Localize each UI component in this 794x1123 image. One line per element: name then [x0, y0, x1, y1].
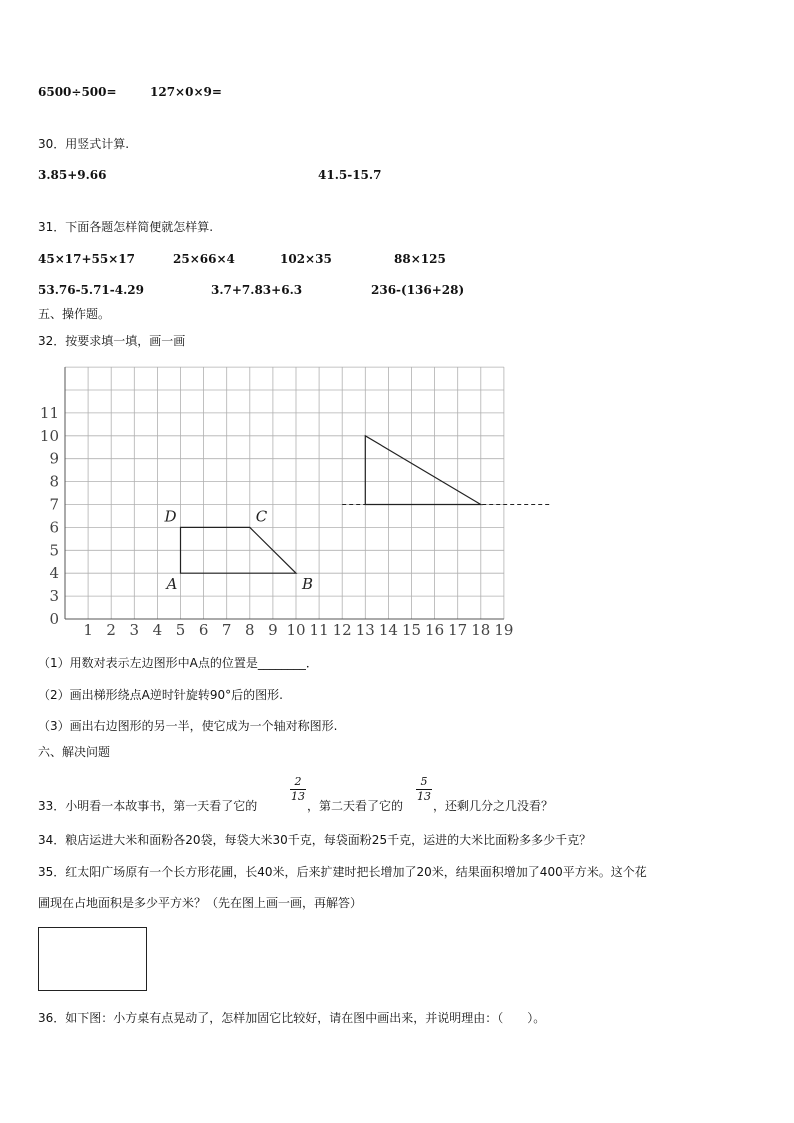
x-tick-label: 13	[355, 621, 375, 639]
y-tick-label: 3	[49, 587, 59, 606]
q33-text-1: 33．小明看一本故事书，第一天看了它的	[38, 799, 258, 813]
q31-item: 25×66×4	[173, 252, 235, 266]
calc-item-2: 127×0×9=	[150, 85, 222, 99]
q33-fraction-1-numerator: 2	[294, 775, 302, 788]
q34-text: 34．粮店运进大米和面粉各20袋，每袋大米30千克，每袋面粉25千克，运进的大米比面粉多多少千克？	[38, 833, 592, 847]
x-tick-label: 6	[198, 621, 209, 639]
q32-title: 32．按要求填一填，画一画	[38, 334, 186, 348]
y-tick-label: 0	[49, 610, 59, 628]
q31-item: 53.76-5.71-4.29	[38, 283, 144, 297]
q31-item: 3.7+7.83+6.3	[211, 283, 303, 297]
x-tick-label: 14	[378, 621, 398, 639]
q31-item: 102×35	[280, 252, 332, 266]
section-5-heading: 五、操作题。	[38, 307, 111, 321]
point-label-d: D	[164, 507, 177, 526]
x-tick-label: 10	[286, 621, 306, 639]
q32-sub-1: （1）用数对表示左边图形中A点的位置是________．	[38, 656, 318, 670]
section-6-heading: 六、解决问题	[38, 745, 111, 759]
q33-fraction-1	[290, 776, 306, 803]
q30-item-1: 3.85+9.66	[38, 168, 107, 182]
q33-fraction-2-numerator: 5	[420, 775, 428, 788]
y-tick-label: 7	[49, 495, 59, 514]
x-tick-label: 15	[401, 621, 422, 639]
q31-item: 88×125	[394, 252, 446, 266]
q30-title: 30．用竖式计算.	[38, 137, 130, 151]
point-label-b: B	[302, 575, 314, 594]
x-tick-label: 4	[152, 621, 163, 639]
x-tick-label: 19	[494, 621, 514, 639]
x-tick-label: 7	[221, 621, 232, 639]
q32-sub-2: （2）画出梯形绕点A逆时针旋转90°后的图形.	[38, 688, 283, 702]
x-tick-label: 17	[448, 621, 468, 639]
q33-fraction-2-denominator: 13	[417, 790, 431, 803]
y-tick-label: 5	[49, 541, 59, 560]
y-tick-label: 8	[49, 472, 59, 491]
x-tick-label: 1	[83, 621, 93, 639]
q33-fraction-2	[416, 776, 432, 803]
y-tick-label: 6	[49, 518, 59, 537]
y-tick-label: 4	[49, 564, 59, 583]
q31-item: 236-(136+28)	[371, 283, 465, 297]
q31-title: 31．下面各题怎样简便就怎样算.	[38, 220, 214, 234]
y-tick-label: 10	[39, 426, 59, 445]
x-tick-label: 16	[425, 621, 445, 639]
q33-text-2: ，第二天看了它的	[307, 799, 404, 813]
q35-line-1: 35．红太阳广场原有一个长方形花圃，长40米，后来扩建时把长增加了20米，结果面积增加了400平方米。这个花	[38, 865, 647, 879]
x-tick-label: 5	[175, 621, 186, 639]
calc-item-1: 6500÷500=	[38, 85, 117, 99]
x-tick-label: 18	[471, 621, 491, 639]
x-tick-label: 12	[332, 621, 352, 639]
point-label-a: A	[166, 575, 178, 594]
y-tick-label: 11	[39, 403, 59, 422]
q36-text: 36．如下图：小方桌有点晃动了，怎样加固它比较好，请在图中画出来，并说明理由：（ ）。	[38, 1011, 546, 1025]
point-label-c: C	[255, 507, 268, 526]
q35-line-2: 圃现在占地面积是多少平方米？（先在图上画一画，再解答）	[38, 896, 363, 910]
x-tick-label: 11	[309, 621, 329, 639]
q33-text-3: ，还剩几分之几没看？	[433, 799, 554, 813]
x-tick-label: 2	[106, 621, 116, 639]
x-tick-label: 3	[129, 621, 140, 639]
q32-sub-3: （3）画出右边图形的另一半，使它成为一个轴对称图形.	[38, 719, 338, 733]
y-tick-label: 9	[49, 449, 59, 468]
flowerbed-rectangle[interactable]	[38, 927, 147, 991]
q31-item: 45×17+55×17	[38, 252, 135, 266]
right-triangle	[365, 436, 481, 505]
q30-item-2: 41.5-15.7	[318, 168, 382, 182]
q33-fraction-1-denominator: 13	[291, 790, 305, 803]
x-tick-label: 9	[268, 621, 278, 639]
x-tick-label: 8	[245, 621, 255, 639]
